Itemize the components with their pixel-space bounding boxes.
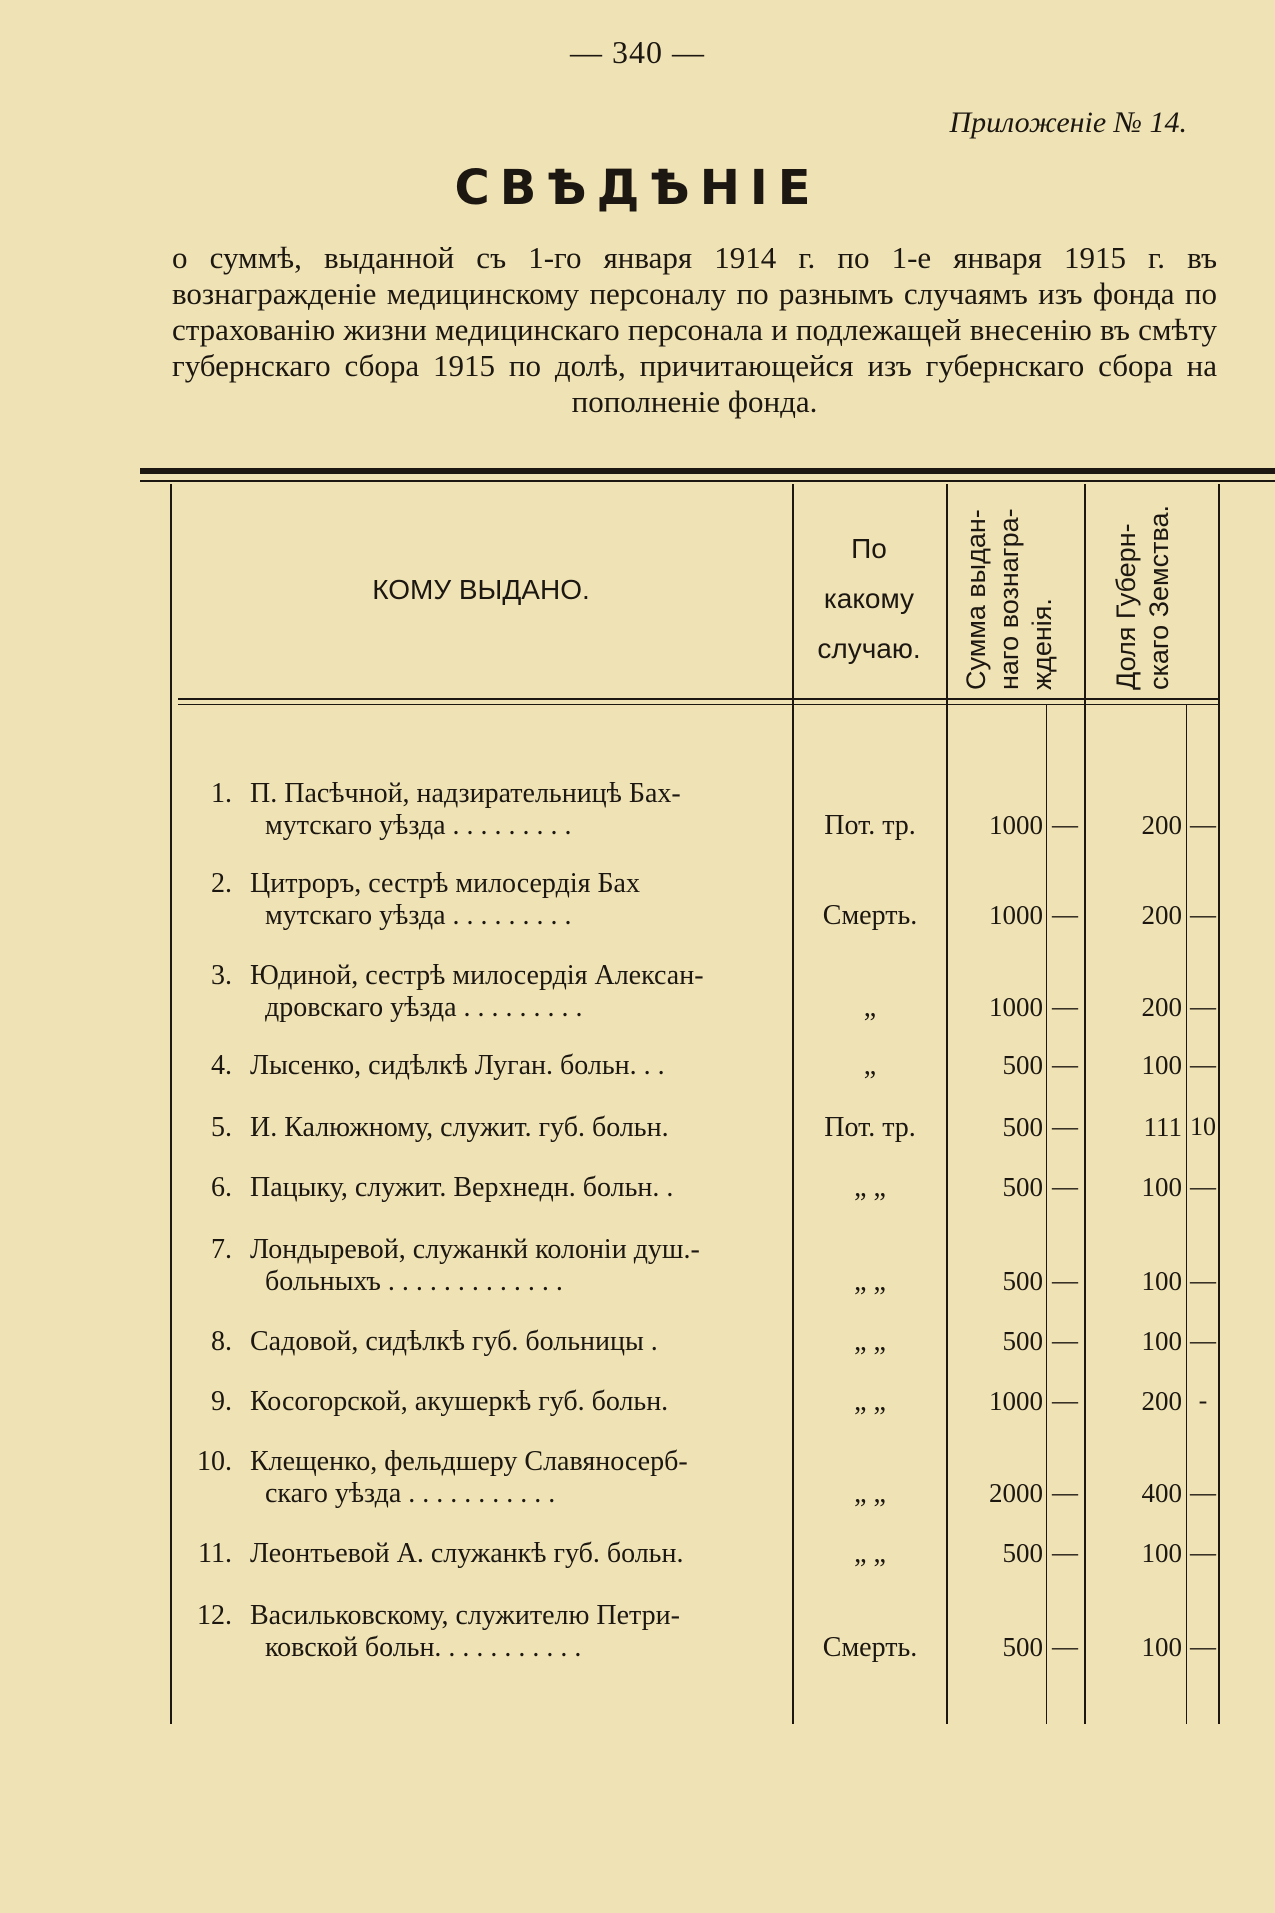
row-recipient-line2: скаго уѣзда . . . . . . . . . . . (265, 1478, 556, 1509)
row-share-kop: 10 (1190, 1112, 1216, 1141)
appendix-label: Приложеніе № 14. (949, 106, 1187, 139)
row-recipient (250, 1326, 780, 1358)
row-share: 100 (1141, 1632, 1182, 1662)
row-share: 100 (1141, 1326, 1182, 1356)
row-share: 200 (1141, 992, 1182, 1022)
row-case: „ „ (854, 1266, 886, 1297)
row-share: 100 (1141, 1538, 1182, 1568)
row-share: 100 (1141, 1266, 1182, 1296)
row-share-kop: — (1190, 1632, 1216, 1661)
row-amount: 500 (1002, 1112, 1043, 1142)
row-recipient (250, 1172, 780, 1204)
row-amount-kop: — (1052, 1386, 1078, 1415)
row-number: 12. (197, 1600, 232, 1631)
row-amount: 500 (1002, 1172, 1043, 1202)
row-recipient-line1: И. Калюжному, служит. губ. больн. (250, 1112, 669, 1143)
table-top-rule (140, 468, 1275, 474)
row-share: 200 (1141, 900, 1182, 930)
row-recipient-line1: Садовой, сидѣлкѣ губ. больницы . (250, 1326, 658, 1357)
row-amount-kop: — (1052, 1632, 1078, 1661)
row-number: 10. (197, 1446, 232, 1477)
row-case: „ „ (854, 1326, 886, 1357)
row-share: 400 (1141, 1478, 1182, 1508)
row-amount-kop: — (1052, 1266, 1078, 1295)
row-share: 111 (1143, 1112, 1182, 1142)
row-amount: 1000 (989, 1386, 1043, 1416)
header-amount-line1: Сумма выдан- (961, 509, 991, 690)
header-amount-line2: наго вознагра- (994, 508, 1024, 690)
row-amount: 500 (1002, 1632, 1043, 1662)
row-share: 100 (1141, 1050, 1182, 1080)
row-amount-kop: — (1052, 810, 1078, 839)
row-recipient-line1: Леонтьевой А. служанкѣ губ. больн. (250, 1538, 684, 1569)
row-number: 8. (211, 1326, 232, 1357)
row-recipient (250, 1112, 780, 1144)
row-recipient (250, 1234, 780, 1298)
row-case: Смерть. (822, 1632, 918, 1663)
col-divider-share-kop (1186, 704, 1187, 1724)
row-share-kop: — (1190, 1172, 1216, 1201)
row-share-kop: — (1190, 810, 1216, 839)
header-case-line1: По (851, 533, 887, 564)
col-divider-share (1084, 484, 1086, 1724)
row-number: 5. (211, 1112, 232, 1143)
row-recipient-line1: Косогорской, акушеркѣ губ. больн. (250, 1386, 669, 1417)
row-amount: 500 (1002, 1050, 1043, 1080)
row-recipient-line1: Лондыревой, служанкй колоніи душ.- (250, 1234, 700, 1265)
row-share-kop: — (1190, 1266, 1216, 1295)
row-case: „ „ (854, 1538, 886, 1569)
row-share-kop: — (1190, 992, 1216, 1021)
row-case: „ „ (854, 1172, 886, 1203)
row-recipient-line2: мутскаго уѣзда . . . . . . . . . (265, 810, 572, 841)
row-amount: 500 (1002, 1538, 1043, 1568)
page-number: — 340 — (570, 34, 705, 70)
row-recipient-line1: Лысенко, сидѣлкѣ Луган. больн. . . (250, 1050, 665, 1081)
col-divider-amount-kop (1046, 704, 1047, 1724)
row-case: „ „ (854, 1386, 886, 1417)
row-number: 6. (211, 1172, 232, 1203)
table-top-rule-thin (140, 480, 1275, 482)
row-recipient-line1: Пацыку, служит. Верхнедн. больн. . (250, 1172, 674, 1203)
row-recipient-line2: ковской больн. . . . . . . . . . . (265, 1632, 582, 1663)
row-number: 2. (211, 868, 232, 899)
row-amount-kop: — (1052, 992, 1078, 1021)
row-share-kop: — (1190, 1538, 1216, 1567)
header-case (794, 524, 944, 674)
row-recipient (250, 778, 780, 842)
row-recipient-line1: Клещенко, фельдшеру Славяносерб- (250, 1446, 688, 1477)
row-amount: 2000 (989, 1478, 1043, 1508)
row-case: „ (863, 1050, 877, 1081)
table-right-border (1218, 484, 1220, 1724)
row-amount: 500 (1002, 1266, 1043, 1296)
header-bottom-rule (178, 698, 1218, 700)
row-share-kop: — (1190, 1326, 1216, 1355)
row-share-kop: - (1198, 1386, 1208, 1415)
row-recipient-line2: мутскаго уѣзда . . . . . . . . . (265, 900, 572, 931)
row-share-kop: — (1190, 900, 1216, 929)
row-amount-kop: — (1052, 1172, 1078, 1201)
header-case-line3: случаю. (817, 633, 921, 664)
row-number: 1. (211, 778, 232, 809)
header-bottom-rule-thin (178, 704, 1218, 705)
row-case: Пот. тр. (824, 1112, 916, 1143)
row-recipient (250, 1600, 780, 1664)
row-recipient (250, 1386, 780, 1418)
row-case: „ „ (854, 1478, 886, 1509)
row-case: Пот. тр. (824, 810, 916, 841)
header-share-line2: скаго Земства. (1144, 504, 1174, 690)
col-divider-amount (946, 484, 948, 1724)
row-amount-kop: — (1052, 1050, 1078, 1079)
row-share: 200 (1141, 810, 1182, 840)
row-number: 7. (211, 1234, 232, 1265)
header-case-line2: какому (823, 583, 915, 614)
row-recipient (250, 868, 780, 932)
row-recipient (250, 1538, 780, 1570)
row-recipient-line1: Цитроръ, сестрѣ милосердія Бах (250, 868, 640, 899)
row-amount-kop: — (1052, 900, 1078, 929)
header-amount (960, 480, 1059, 690)
row-share: 200 (1141, 1386, 1182, 1416)
header-amount-line3: жденія. (1027, 598, 1057, 690)
header-share (1110, 480, 1176, 690)
row-number: 3. (211, 960, 232, 991)
row-share: 100 (1141, 1172, 1182, 1202)
header-recipient: КОМУ ВЫДАНО. (372, 574, 590, 605)
header-share-line1: Доля Губерн- (1111, 523, 1141, 690)
row-amount-kop: — (1052, 1326, 1078, 1355)
row-number: 4. (211, 1050, 232, 1081)
row-share-kop: — (1190, 1478, 1216, 1507)
row-case: Смерть. (822, 900, 918, 931)
row-recipient-line2: дровскаго уѣзда . . . . . . . . . (265, 992, 583, 1023)
row-amount: 500 (1002, 1326, 1043, 1356)
row-number: 9. (211, 1386, 232, 1417)
row-share-kop: — (1190, 1050, 1216, 1079)
row-recipient-line1: Юдиной, сестрѣ милосердія Алексан- (250, 960, 704, 991)
row-amount: 1000 (989, 810, 1043, 840)
document-title: СВѢДѢНІЕ (454, 160, 821, 216)
row-case: „ (863, 992, 877, 1023)
row-recipient-line1: П. Пасѣчной, надзирательницѣ Бах- (250, 778, 681, 809)
row-recipient (250, 960, 780, 1024)
row-recipient (250, 1446, 780, 1510)
row-recipient-line2: больныхъ . . . . . . . . . . . . . (265, 1266, 563, 1297)
row-amount-kop: — (1052, 1112, 1078, 1141)
row-amount-kop: — (1052, 1478, 1078, 1507)
row-amount: 1000 (989, 900, 1043, 930)
row-number: 11. (198, 1538, 232, 1569)
row-amount: 1000 (989, 992, 1043, 1022)
document-description: о суммѣ, выданной съ 1-го января 1914 г. по 1-е января 1915 г. въ вознагражденіе медицинскому персоналу по разнымъ случаямъ изъ фонда по страхованію жизни медицинскаго персонала и подлежащей внесенію въ смѣту губернскаго сбора 1915 по долѣ, причитающейся изъ губернскаго сбора на пополненіе фонда. (172, 240, 1217, 419)
row-recipient-line1: Васильковскому, служителю Петри- (250, 1600, 680, 1631)
row-recipient (250, 1050, 780, 1082)
row-amount-kop: — (1052, 1538, 1078, 1567)
